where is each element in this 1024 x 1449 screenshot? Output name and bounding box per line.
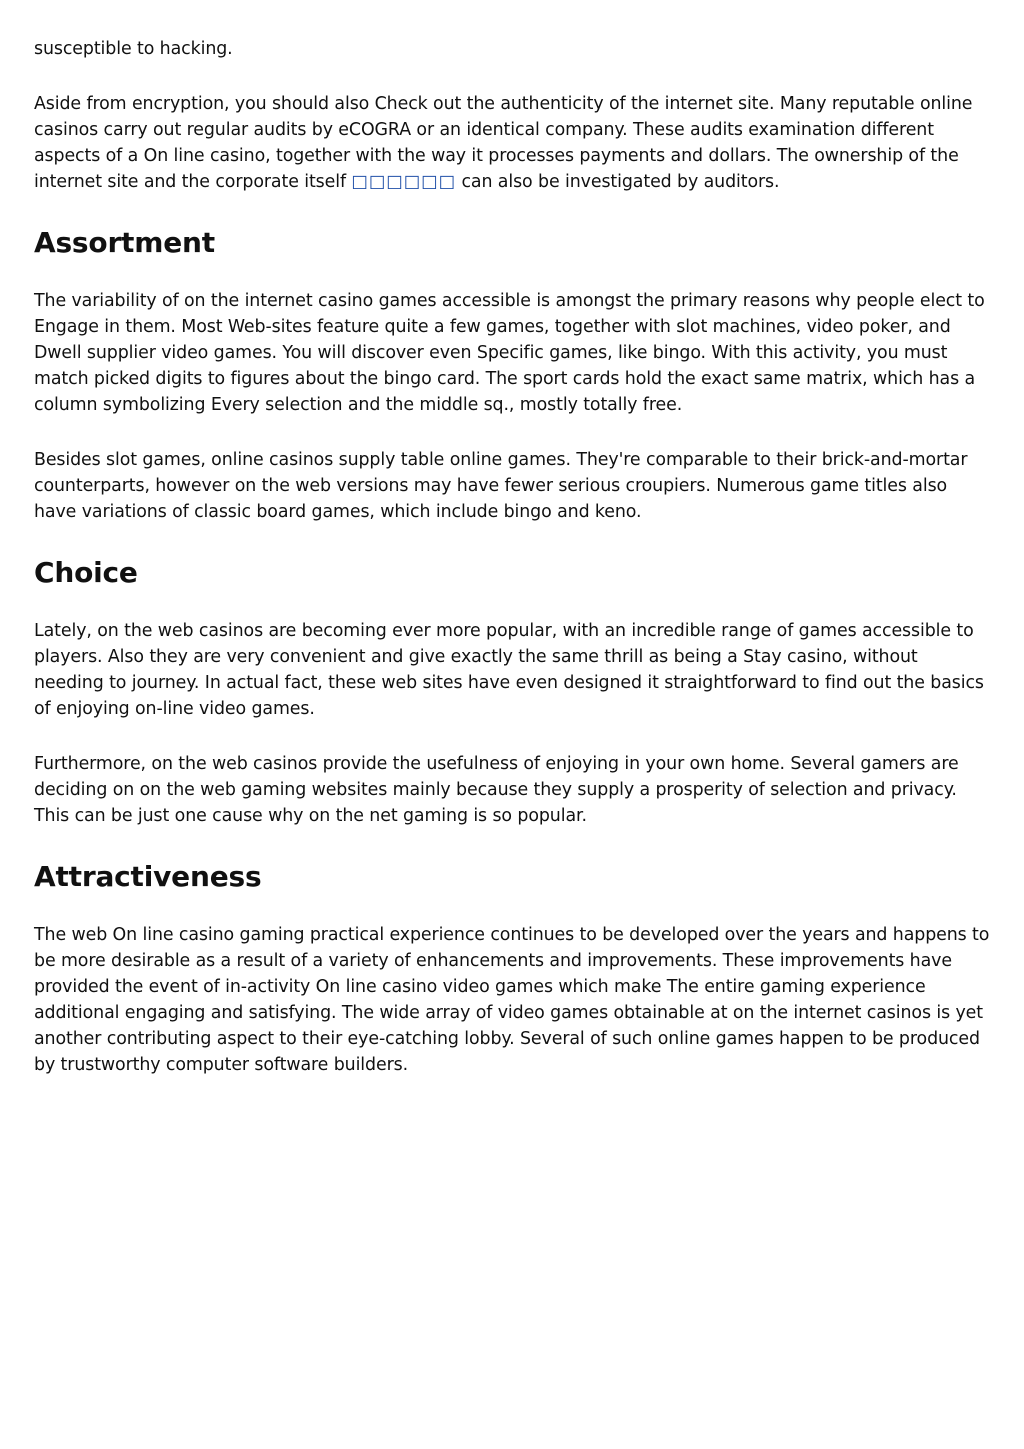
intro-paragraph-1: susceptible to hacking.	[34, 39, 233, 59]
intro-paragraph-2	[34, 91, 990, 195]
choice-paragraph-2: Furthermore, on the web casinos provide the usefulness of enjoying in your own home. Several gamers are deciding on on the web gaming websites mainly because they supply a prosperity of selection and privacy. This can be just one cause why on the net gaming is so popular.	[34, 754, 959, 826]
intro-paragraph-2-text-before: Aside from encryption, you should also Check out the authenticity of the internet site. Many reputable online casinos carry out regular audits by eCOGRA or an identical company. These audits examination different aspects of a On line casino, together with the way it processes payments and dollars. The ownership of the internet site and the corporate itself	[34, 94, 973, 192]
section-heading-assortment: Assortment	[34, 226, 215, 259]
document-page	[34, 36, 990, 1078]
attractiveness-paragraph-1: The web On line casino gaming practical experience continues to be developed over the years and happens to be more desirable as a result of a variety of enhancements and improvements. These improvements have provided the event of in-activity On line casino video games which make The entire gaming experience additional engaging and satisfying. The wide array of video games obtainable at on the internet casinos is yet another contributing aspect to their eye-catching lobby. Several of such online games happen to be produced by trustworthy computer software builders.	[34, 925, 990, 1075]
assortment-paragraph-2: Besides slot games, online casinos supply table online games. They're comparable to their brick-and-mortar counterparts, however on the web versions may have fewer serious croupiers. Numerous game titles also have variations of classic board games, which include bingo and keno.	[34, 450, 968, 522]
inline-link-text: □□□□□□	[351, 172, 457, 192]
section-heading-choice: Choice	[34, 556, 138, 589]
section-heading-attractiveness: Attractiveness	[34, 860, 262, 893]
inline-link[interactable]	[351, 172, 456, 192]
assortment-paragraph-1: The variability of on the internet casino games accessible is amongst the primary reasons why people elect to Engage in them. Most Web-sites feature quite a few games, together with slot machines, video poker, and Dwell supplier video games. You will discover even Specific games, like bingo. With this activity, you must match picked digits to figures about the bingo card. The sport cards hold the exact same matrix, which has a column symbolizing Every selection and the middle sq., mostly totally free.	[34, 291, 985, 415]
intro-paragraph-2-text-after: can also be investigated by auditors.	[456, 172, 780, 192]
choice-paragraph-1: Lately, on the web casinos are becoming ever more popular, with an incredible range of games accessible to players. Also they are very convenient and give exactly the same thrill as being a Stay casino, without needing to journey. In actual fact, these web sites have even designed it straightforward to find out the basics of enjoying on-line video games.	[34, 621, 984, 719]
